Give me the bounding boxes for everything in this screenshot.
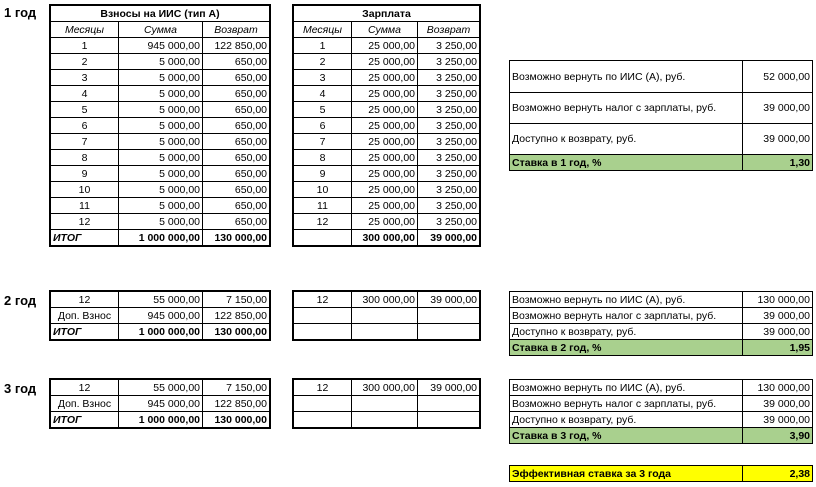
summary-year1 — [509, 60, 813, 171]
iis-refund-cell: 650,00 — [203, 214, 270, 230]
iis-y3-sum: 55 000,00 — [119, 380, 203, 396]
table-row — [294, 198, 480, 214]
salary-y3-refund: 39 000,00 — [418, 380, 480, 396]
rate-year2-label: Ставка в 2 год, % — [510, 340, 743, 356]
iis-y3-total-sum: 1 000 000,00 — [119, 412, 203, 428]
iis-sum-cell: 5 000,00 — [119, 54, 203, 70]
salary-y2-month: 12 — [294, 292, 352, 308]
iis-refund-cell: 650,00 — [203, 70, 270, 86]
iis-month-cell: 4 — [51, 86, 119, 102]
salary-sum-cell: 25 000,00 — [352, 70, 418, 86]
table-row — [51, 150, 270, 166]
iis-month-cell: 3 — [51, 70, 119, 86]
table-row — [51, 38, 270, 54]
rate-year1-label: Ставка в 1 год, % — [510, 155, 743, 171]
salary-total-sum: 300 000,00 — [352, 230, 418, 246]
col-header-refund: Возврат — [418, 22, 480, 38]
iis-sum-cell: 5 000,00 — [119, 86, 203, 102]
salary-refund-cell: 3 250,00 — [418, 166, 480, 182]
iis-y2-total-sum: 1 000 000,00 — [119, 324, 203, 340]
salary-sum-cell: 25 000,00 — [352, 118, 418, 134]
iis-month-cell: 5 — [51, 102, 119, 118]
iis-sum-cell: 5 000,00 — [119, 102, 203, 118]
table-row — [51, 182, 270, 198]
iis-table-year1 — [50, 5, 270, 246]
iis-total-label: ИТОГ — [51, 230, 119, 246]
iis-refund-cell: 650,00 — [203, 150, 270, 166]
iis-y3-month: 12 — [51, 380, 119, 396]
iis-total-sum: 1 000 000,00 — [119, 230, 203, 246]
salary-sum-cell: 25 000,00 — [352, 166, 418, 182]
table-row — [294, 134, 480, 150]
salary-total-refund: 39 000,00 — [418, 230, 480, 246]
salary-refund-cell: 3 250,00 — [418, 54, 480, 70]
summary-available-value: 39 000,00 — [743, 124, 813, 155]
iis-month-cell: 1 — [51, 38, 119, 54]
summary-salary-label: Возможно вернуть налог с зарплаты, руб. — [510, 308, 743, 324]
iis-sum-cell: 5 000,00 — [119, 150, 203, 166]
salary-month-cell: 5 — [294, 102, 352, 118]
iis-refund-cell: 650,00 — [203, 134, 270, 150]
iis-refund-cell: 650,00 — [203, 182, 270, 198]
iis-month-cell: 11 — [51, 198, 119, 214]
table-row — [51, 70, 270, 86]
summary-salary-label: Возможно вернуть налог с зарплаты, руб. — [510, 93, 743, 124]
salary-table-year1 — [293, 5, 480, 246]
salary-total-label — [294, 230, 352, 246]
iis-y2-refund: 7 150,00 — [203, 292, 270, 308]
iis-month-cell: 7 — [51, 134, 119, 150]
salary-y2-sum: 300 000,00 — [352, 292, 418, 308]
iis-sum-cell: 5 000,00 — [119, 118, 203, 134]
table-row — [294, 54, 480, 70]
table-row — [294, 86, 480, 102]
summary-salary-value: 39 000,00 — [743, 396, 813, 412]
rate-year2-value: 1,95 — [743, 340, 813, 356]
salary-month-cell: 3 — [294, 70, 352, 86]
salary-table-year2 — [293, 291, 480, 340]
iis-refund-cell: 650,00 — [203, 102, 270, 118]
salary-y3-month: 12 — [294, 380, 352, 396]
iis-sum-cell: 5 000,00 — [119, 198, 203, 214]
summary-available-value: 39 000,00 — [743, 324, 813, 340]
iis-refund-cell: 650,00 — [203, 198, 270, 214]
iis-y3-total-refund: 130 000,00 — [203, 412, 270, 428]
iis-sum-cell: 945 000,00 — [119, 38, 203, 54]
salary-sum-cell: 25 000,00 — [352, 102, 418, 118]
iis-y2-month: 12 — [51, 292, 119, 308]
col-header-months: Месяцы — [294, 22, 352, 38]
year-2-label: 2 год — [4, 293, 37, 308]
effective-rate-label: Эффективная ставка за 3 года — [510, 466, 743, 482]
col-header-sum: Сумма — [352, 22, 418, 38]
effective-rate-value: 2,38 — [743, 466, 813, 482]
salary-sum-cell: 25 000,00 — [352, 54, 418, 70]
salary-month-cell: 7 — [294, 134, 352, 150]
salary-sum-cell: 25 000,00 — [352, 182, 418, 198]
iis-table-year2 — [50, 291, 270, 340]
salary-refund-cell: 3 250,00 — [418, 70, 480, 86]
salary-refund-cell: 3 250,00 — [418, 182, 480, 198]
salary-sum-cell: 25 000,00 — [352, 214, 418, 230]
table-row — [294, 38, 480, 54]
summary-year2 — [509, 291, 813, 356]
iis-sum-cell: 5 000,00 — [119, 166, 203, 182]
year-3-label: 3 год — [4, 381, 37, 396]
col-header-refund: Возврат — [203, 22, 270, 38]
summary-iis-label: Возможно вернуть по ИИС (А), руб. — [510, 61, 743, 93]
iis-refund-cell: 650,00 — [203, 166, 270, 182]
iis-month-cell: 8 — [51, 150, 119, 166]
table-row — [51, 86, 270, 102]
salary-refund-cell: 3 250,00 — [418, 118, 480, 134]
summary-available-label: Доступно к возврату, руб. — [510, 124, 743, 155]
iis-sum-cell: 5 000,00 — [119, 214, 203, 230]
iis-sum-cell: 5 000,00 — [119, 182, 203, 198]
salary-month-cell: 12 — [294, 214, 352, 230]
salary-month-cell: 2 — [294, 54, 352, 70]
table-row — [51, 198, 270, 214]
salary-month-cell: 11 — [294, 198, 352, 214]
iis-y3-total-label: ИТОГ — [51, 412, 119, 428]
summary-iis-label: Возможно вернуть по ИИС (А), руб. — [510, 292, 743, 308]
rate-year1-value: 1,30 — [743, 155, 813, 171]
iis-refund-cell: 650,00 — [203, 54, 270, 70]
table-row — [51, 214, 270, 230]
iis-refund-cell: 122 850,00 — [203, 38, 270, 54]
iis-y2-extra-label: Доп. Взнос — [51, 308, 119, 324]
summary-iis-value: 52 000,00 — [743, 61, 813, 93]
salary-month-cell: 6 — [294, 118, 352, 134]
summary-salary-value: 39 000,00 — [743, 93, 813, 124]
iis-refund-cell: 650,00 — [203, 118, 270, 134]
year-1-label: 1 год — [4, 5, 37, 20]
salary-month-cell: 10 — [294, 182, 352, 198]
rate-year3-label: Ставка в 3 год, % — [510, 428, 743, 444]
salary-refund-cell: 3 250,00 — [418, 38, 480, 54]
salary-y3-sum: 300 000,00 — [352, 380, 418, 396]
summary-iis-value: 130 000,00 — [743, 292, 813, 308]
iis-y3-refund: 7 150,00 — [203, 380, 270, 396]
salary-sum-cell: 25 000,00 — [352, 150, 418, 166]
col-header-sum: Сумма — [119, 22, 203, 38]
summary-available-value: 39 000,00 — [743, 412, 813, 428]
table-row — [51, 102, 270, 118]
salary-month-cell: 1 — [294, 38, 352, 54]
table-row — [294, 166, 480, 182]
iis-y2-total-refund: 130 000,00 — [203, 324, 270, 340]
summary-available-label: Доступно к возврату, руб. — [510, 412, 743, 428]
salary-month-cell: 9 — [294, 166, 352, 182]
iis-total-refund: 130 000,00 — [203, 230, 270, 246]
iis-refund-cell: 650,00 — [203, 86, 270, 102]
summary-iis-value: 130 000,00 — [743, 380, 813, 396]
effective-rate — [509, 465, 813, 482]
rate-year3-value: 3,90 — [743, 428, 813, 444]
salary-refund-cell: 3 250,00 — [418, 102, 480, 118]
table-row — [294, 182, 480, 198]
iis-y3-extra-sum: 945 000,00 — [119, 396, 203, 412]
summary-salary-value: 39 000,00 — [743, 308, 813, 324]
iis-month-cell: 12 — [51, 214, 119, 230]
iis-month-cell: 6 — [51, 118, 119, 134]
salary-table-year3 — [293, 379, 480, 428]
iis-sum-cell: 5 000,00 — [119, 70, 203, 86]
table-row — [294, 102, 480, 118]
salary-month-cell: 4 — [294, 86, 352, 102]
salary-refund-cell: 3 250,00 — [418, 86, 480, 102]
table-row — [51, 118, 270, 134]
iis-month-cell: 10 — [51, 182, 119, 198]
salary-table-title: Зарплата — [294, 6, 480, 22]
salary-refund-cell: 3 250,00 — [418, 198, 480, 214]
salary-y2-refund: 39 000,00 — [418, 292, 480, 308]
salary-refund-cell: 3 250,00 — [418, 134, 480, 150]
iis-month-cell: 2 — [51, 54, 119, 70]
iis-month-cell: 9 — [51, 166, 119, 182]
salary-sum-cell: 25 000,00 — [352, 86, 418, 102]
iis-table-year3 — [50, 379, 270, 428]
table-row — [51, 54, 270, 70]
iis-y2-total-label: ИТОГ — [51, 324, 119, 340]
iis-y3-extra-label: Доп. Взнос — [51, 396, 119, 412]
salary-month-cell: 8 — [294, 150, 352, 166]
table-row — [294, 214, 480, 230]
table-row — [294, 70, 480, 86]
salary-refund-cell: 3 250,00 — [418, 150, 480, 166]
iis-y2-extra-refund: 122 850,00 — [203, 308, 270, 324]
salary-sum-cell: 25 000,00 — [352, 134, 418, 150]
salary-sum-cell: 25 000,00 — [352, 198, 418, 214]
iis-y3-extra-refund: 122 850,00 — [203, 396, 270, 412]
salary-refund-cell: 3 250,00 — [418, 214, 480, 230]
table-row — [294, 118, 480, 134]
iis-sum-cell: 5 000,00 — [119, 134, 203, 150]
summary-year3 — [509, 379, 813, 444]
col-header-months: Месяцы — [51, 22, 119, 38]
summary-iis-label: Возможно вернуть по ИИС (А), руб. — [510, 380, 743, 396]
summary-salary-label: Возможно вернуть налог с зарплаты, руб. — [510, 396, 743, 412]
iis-table-title: Взносы на ИИС (тип А) — [51, 6, 270, 22]
table-row — [51, 134, 270, 150]
iis-y2-sum: 55 000,00 — [119, 292, 203, 308]
table-row — [51, 166, 270, 182]
salary-sum-cell: 25 000,00 — [352, 38, 418, 54]
iis-y2-extra-sum: 945 000,00 — [119, 308, 203, 324]
table-row — [294, 150, 480, 166]
summary-available-label: Доступно к возврату, руб. — [510, 324, 743, 340]
